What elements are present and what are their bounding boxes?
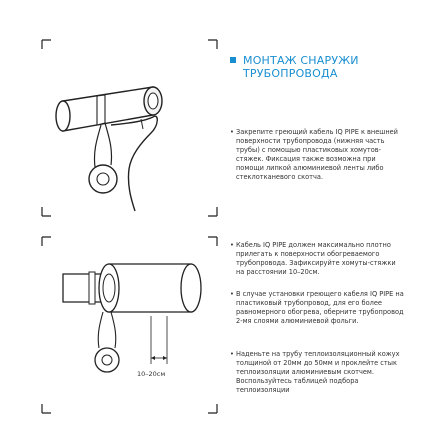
instruction-text: Наденьте на трубу теплоизоляционный кожух толщиной от 20мм до 50мм и проклейте стык теплоизоляции алюминиевым скотчем. Воспользуйтесь таблицей подбора теплоизоляции [236,350,400,395]
illustration-insulated-pipe [41,236,218,414]
instruction-paragraph-4 [230,350,404,395]
dimension-label: 10–20см [137,370,166,378]
bullet: • [230,241,234,249]
instruction-text: В случае установки греющего кабеля IQ PIPE на пластиковый трубопровод, для его более равномерного обогрева, оберните трубопровод 2-мя слоями алюминиевой фольги. [236,290,404,326]
illustration-cable-on-pipe-svg [41,39,218,217]
instruction-paragraph-3 [230,290,404,326]
illustration-cable-on-pipe [41,39,218,217]
bullet: • [230,350,234,358]
instruction-paragraph-1 [230,128,404,183]
instruction-text: Закрепите греющий кабель IQ PIPE к внешней поверхности трубопровода (нижняя часть трубы) с помощью пластиковых хомутов-стяжек. Фиксация также возможна при помощи липкой алюминиевой ленты либо стеклотканевого скотча. [236,128,398,182]
bullet: • [230,290,234,298]
instruction-text: Кабель IQ PIPE должен максимально плотно прилегать к поверхности обогреваемого трубопровода. Зафиксируйте хомуты-стяжки на расстоянии 10–20см. [236,241,396,277]
bullet: • [230,128,234,136]
instruction-paragraph-2 [230,241,404,277]
heading-marker-icon [230,57,236,63]
section-title: МОНТАЖ СНАРУЖИ ТРУБОПРОВОДА [243,54,359,80]
illustration-insulated-pipe-svg [41,236,218,414]
